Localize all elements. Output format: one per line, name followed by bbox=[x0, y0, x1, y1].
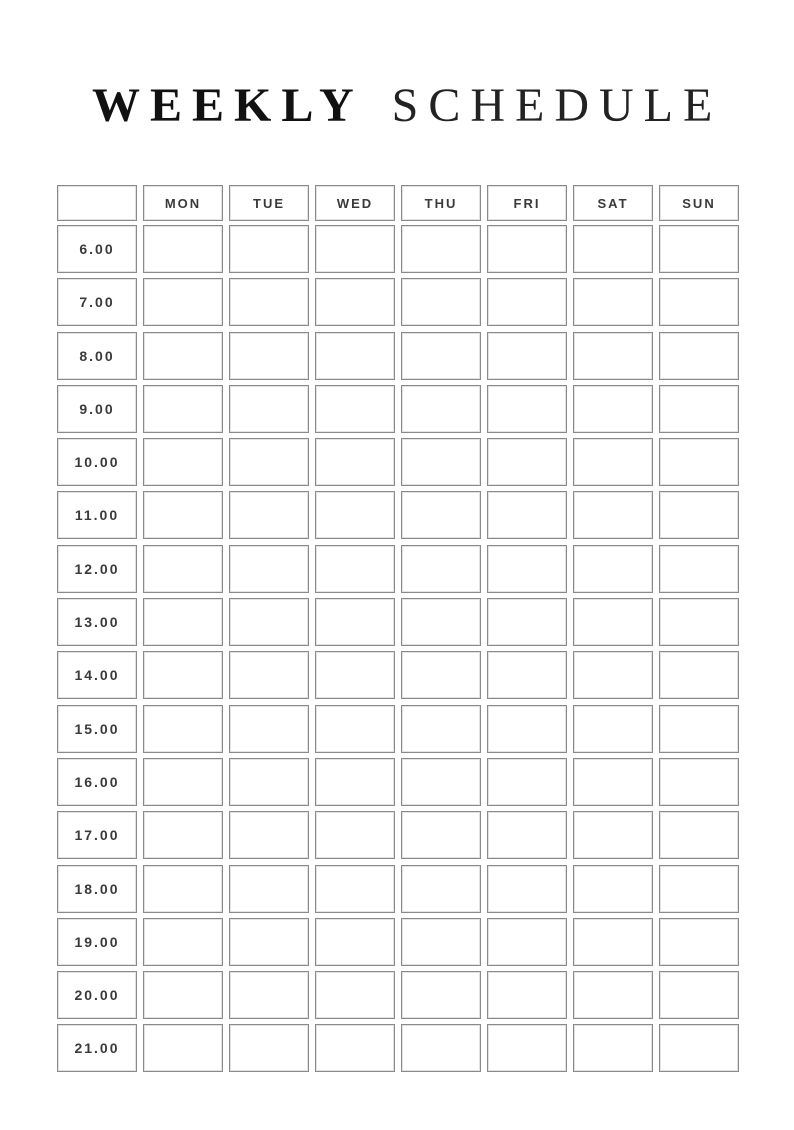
schedule-cell[interactable] bbox=[573, 491, 653, 539]
schedule-cell[interactable] bbox=[315, 491, 395, 539]
schedule-cell[interactable] bbox=[659, 918, 739, 966]
schedule-cell[interactable] bbox=[315, 971, 395, 1019]
schedule-cell[interactable] bbox=[229, 651, 309, 699]
schedule-cell[interactable] bbox=[229, 1024, 309, 1072]
schedule-cell[interactable] bbox=[143, 758, 223, 806]
time-label: 10.00 bbox=[57, 438, 137, 486]
schedule-cell[interactable] bbox=[143, 705, 223, 753]
schedule-cell[interactable] bbox=[229, 545, 309, 593]
schedule-cell[interactable] bbox=[315, 332, 395, 380]
schedule-cell[interactable] bbox=[315, 865, 395, 913]
schedule-cell[interactable] bbox=[229, 811, 309, 859]
schedule-cell[interactable] bbox=[229, 971, 309, 1019]
schedule-cell[interactable] bbox=[315, 438, 395, 486]
schedule-cell[interactable] bbox=[487, 225, 567, 273]
schedule-cell[interactable] bbox=[229, 491, 309, 539]
schedule-cell[interactable] bbox=[659, 332, 739, 380]
schedule-cell[interactable] bbox=[401, 705, 481, 753]
schedule-cell[interactable] bbox=[315, 545, 395, 593]
schedule-cell[interactable] bbox=[659, 971, 739, 1019]
time-label: 21.00 bbox=[57, 1024, 137, 1072]
schedule-cell[interactable] bbox=[229, 278, 309, 326]
schedule-cell[interactable] bbox=[401, 1024, 481, 1072]
schedule-cell[interactable] bbox=[487, 918, 567, 966]
schedule-cell[interactable] bbox=[229, 225, 309, 273]
schedule-cell[interactable] bbox=[659, 811, 739, 859]
schedule-cell[interactable] bbox=[659, 225, 739, 273]
schedule-cell[interactable] bbox=[401, 491, 481, 539]
schedule-cell[interactable] bbox=[143, 332, 223, 380]
schedule-cell[interactable] bbox=[487, 705, 567, 753]
day-header-wed: WED bbox=[315, 185, 395, 221]
schedule-cell[interactable] bbox=[659, 1024, 739, 1072]
schedule-cell[interactable] bbox=[573, 758, 653, 806]
schedule-cell[interactable] bbox=[229, 705, 309, 753]
schedule-cell[interactable] bbox=[659, 545, 739, 593]
schedule-cell[interactable] bbox=[401, 225, 481, 273]
time-label: 15.00 bbox=[57, 705, 137, 753]
schedule-cell[interactable] bbox=[573, 545, 653, 593]
schedule-cell[interactable] bbox=[143, 438, 223, 486]
schedule-cell[interactable] bbox=[573, 225, 653, 273]
title-schedule: SCHEDULE bbox=[391, 79, 723, 132]
schedule-cell[interactable] bbox=[315, 918, 395, 966]
schedule-cell[interactable] bbox=[143, 971, 223, 1019]
schedule-cell[interactable] bbox=[573, 705, 653, 753]
schedule-cell[interactable] bbox=[487, 491, 567, 539]
time-label: 9.00 bbox=[57, 385, 137, 433]
schedule-cell[interactable] bbox=[315, 705, 395, 753]
schedule-cell[interactable] bbox=[229, 918, 309, 966]
schedule-cell[interactable] bbox=[573, 918, 653, 966]
title-weekly: WEEKLY bbox=[92, 79, 364, 132]
schedule-cell[interactable] bbox=[143, 598, 223, 646]
schedule-cell[interactable] bbox=[659, 651, 739, 699]
day-header-tue: TUE bbox=[229, 185, 309, 221]
time-label: 16.00 bbox=[57, 758, 137, 806]
schedule-cell[interactable] bbox=[143, 545, 223, 593]
schedule-cell[interactable] bbox=[487, 385, 567, 433]
time-label: 11.00 bbox=[57, 491, 137, 539]
schedule-cell[interactable] bbox=[659, 491, 739, 539]
schedule-cell[interactable] bbox=[143, 385, 223, 433]
schedule-cell[interactable] bbox=[229, 865, 309, 913]
time-label: 14.00 bbox=[57, 651, 137, 699]
schedule-cell[interactable] bbox=[401, 918, 481, 966]
schedule-cell[interactable] bbox=[401, 758, 481, 806]
schedule-cell[interactable] bbox=[229, 598, 309, 646]
schedule-cell[interactable] bbox=[229, 438, 309, 486]
day-header-thu: THU bbox=[401, 185, 481, 221]
schedule-cell[interactable] bbox=[401, 545, 481, 593]
time-label: 20.00 bbox=[57, 971, 137, 1019]
schedule-cell[interactable] bbox=[401, 438, 481, 486]
time-label: 19.00 bbox=[57, 918, 137, 966]
schedule-cell[interactable] bbox=[573, 971, 653, 1019]
day-header-sat: SAT bbox=[573, 185, 653, 221]
schedule-cell[interactable] bbox=[573, 651, 653, 699]
day-header-fri: FRI bbox=[487, 185, 567, 221]
schedule-cell[interactable] bbox=[659, 438, 739, 486]
schedule-cell[interactable] bbox=[401, 278, 481, 326]
schedule-cell[interactable] bbox=[143, 1024, 223, 1072]
schedule-cell[interactable] bbox=[143, 651, 223, 699]
schedule-cell[interactable] bbox=[487, 758, 567, 806]
day-header-mon: MON bbox=[143, 185, 223, 221]
schedule-cell[interactable] bbox=[315, 758, 395, 806]
time-label: 13.00 bbox=[57, 598, 137, 646]
corner-cell bbox=[57, 185, 137, 221]
schedule-cell[interactable] bbox=[401, 598, 481, 646]
schedule-cell[interactable] bbox=[573, 865, 653, 913]
schedule-cell[interactable] bbox=[143, 278, 223, 326]
schedule-cell[interactable] bbox=[315, 651, 395, 699]
schedule-cell[interactable] bbox=[229, 332, 309, 380]
schedule-cell[interactable] bbox=[487, 598, 567, 646]
schedule-cell[interactable] bbox=[487, 971, 567, 1019]
time-label: 6.00 bbox=[57, 225, 137, 273]
schedule-cell[interactable] bbox=[659, 865, 739, 913]
schedule-cell[interactable] bbox=[573, 811, 653, 859]
schedule-cell[interactable] bbox=[487, 651, 567, 699]
schedule-cell[interactable] bbox=[315, 225, 395, 273]
time-label: 7.00 bbox=[57, 278, 137, 326]
schedule-cell[interactable] bbox=[401, 811, 481, 859]
schedule-cell[interactable] bbox=[315, 385, 395, 433]
schedule-cell[interactable] bbox=[315, 598, 395, 646]
schedule-cell[interactable] bbox=[143, 491, 223, 539]
schedule-cell[interactable] bbox=[659, 385, 739, 433]
schedule-cell[interactable] bbox=[229, 385, 309, 433]
schedule-grid bbox=[57, 185, 739, 1078]
schedule-cell[interactable] bbox=[401, 865, 481, 913]
schedule-cell[interactable] bbox=[143, 918, 223, 966]
schedule-cell[interactable] bbox=[487, 811, 567, 859]
schedule-cell[interactable] bbox=[143, 865, 223, 913]
schedule-cell[interactable] bbox=[659, 758, 739, 806]
day-header-sun: SUN bbox=[659, 185, 739, 221]
schedule-cell[interactable] bbox=[573, 278, 653, 326]
schedule-cell[interactable] bbox=[659, 278, 739, 326]
schedule-cell[interactable] bbox=[487, 278, 567, 326]
schedule-cell[interactable] bbox=[315, 1024, 395, 1072]
schedule-cell[interactable] bbox=[487, 545, 567, 593]
time-label: 8.00 bbox=[57, 332, 137, 380]
schedule-cell[interactable] bbox=[573, 438, 653, 486]
schedule-cell[interactable] bbox=[143, 225, 223, 273]
schedule-cell[interactable] bbox=[659, 705, 739, 753]
time-label: 12.00 bbox=[57, 545, 137, 593]
schedule-cell[interactable] bbox=[573, 598, 653, 646]
schedule-cell[interactable] bbox=[401, 971, 481, 1019]
schedule-cell[interactable] bbox=[143, 811, 223, 859]
schedule-cell[interactable] bbox=[573, 332, 653, 380]
schedule-cell[interactable] bbox=[573, 385, 653, 433]
time-label: 18.00 bbox=[57, 865, 137, 913]
schedule-cell[interactable] bbox=[487, 865, 567, 913]
schedule-cell[interactable] bbox=[401, 332, 481, 380]
schedule-cell[interactable] bbox=[315, 811, 395, 859]
schedule-cell[interactable] bbox=[401, 651, 481, 699]
schedule-cell[interactable] bbox=[487, 438, 567, 486]
schedule-cell[interactable] bbox=[487, 332, 567, 380]
schedule-cell[interactable] bbox=[487, 1024, 567, 1072]
time-label: 17.00 bbox=[57, 811, 137, 859]
schedule-cell[interactable] bbox=[573, 1024, 653, 1072]
schedule-cell[interactable] bbox=[315, 278, 395, 326]
schedule-cell[interactable] bbox=[401, 385, 481, 433]
schedule-cell[interactable] bbox=[229, 758, 309, 806]
page-title bbox=[92, 78, 722, 134]
schedule-cell[interactable] bbox=[659, 598, 739, 646]
